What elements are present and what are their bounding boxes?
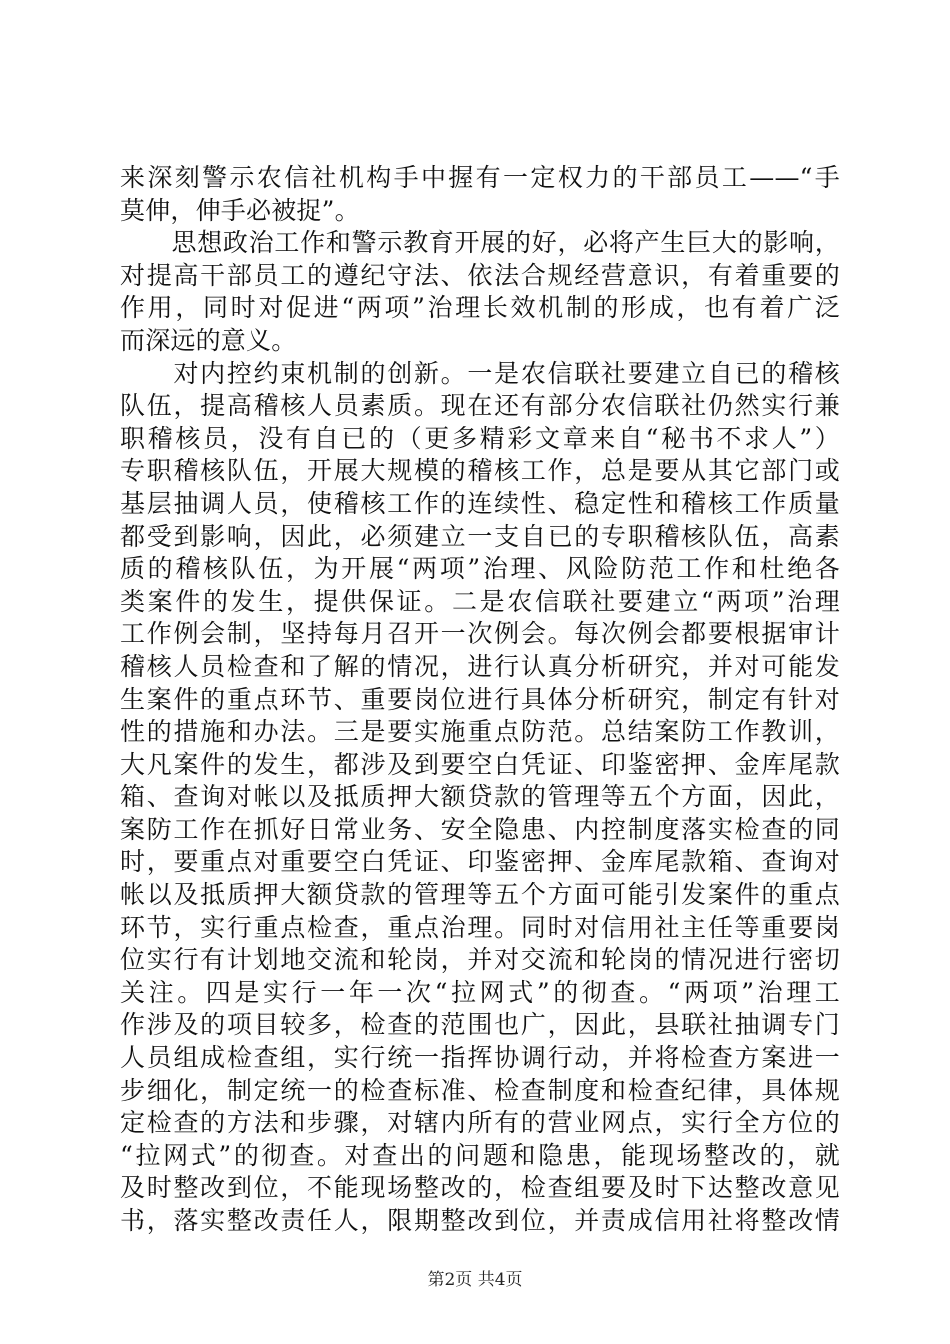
text-line: 位实行有计划地交流和轮岗，并对交流和轮岗的情况进行密切 — [120, 945, 840, 975]
text-line: 作用，同时对促进“两项”治理长效机制的形成，也有着广泛 — [120, 293, 840, 323]
text-line: 定检查的方法和步骤，对辖内所有的营业网点，实行全方位的 — [120, 1108, 840, 1138]
text-line: 人员组成检查组，实行统一指挥协调行动，并将检查方案进一 — [120, 1043, 840, 1073]
text-line: 专职稽核队伍，开展大规模的稽核工作，总是要从其它部门或 — [120, 456, 840, 486]
text-line: 队伍，提高稽核人员素质。现在还有部分农信联社仍然实行兼 — [120, 391, 840, 421]
text-line: 大凡案件的发生，都涉及到要空白凭证、印鉴密押、金库尾款 — [120, 749, 840, 779]
text-line: 思想政治工作和警示教育开展的好，必将产生巨大的影响， — [120, 228, 840, 258]
text-line: 案防工作在抓好日常业务、安全隐患、内控制度落实检查的同 — [120, 814, 840, 844]
text-line: 职稽核员，没有自已的（更多精彩文章来自“秘书不求人”） — [120, 423, 840, 453]
text-line: 性的措施和办法。三是要实施重点防范。总结案防工作教训， — [120, 717, 840, 747]
text-line: 环节，实行重点检查，重点治理。同时对信用社主任等重要岗 — [120, 912, 840, 942]
text-line: “拉网式”的彻查。对查出的问题和隐患，能现场整改的，就 — [120, 1140, 840, 1170]
text-line: 对内控约束机制的创新。一是农信联社要建立自已的稽核 — [120, 358, 840, 388]
text-line: 对提高干部员工的遵纪守法、依法合规经营意识，有着重要的 — [120, 260, 840, 290]
text-line: 工作例会制，坚持每月召开一次例会。每次例会都要根据审计 — [120, 619, 840, 649]
text-line: 生案件的重点环节、重要岗位进行具体分析研究，制定有针对 — [120, 684, 840, 714]
text-line: 时，要重点对重要空白凭证、印鉴密押、金库尾款箱、查询对 — [120, 847, 840, 877]
text-line: 类案件的发生，提供保证。二是农信联社要建立“两项”治理 — [120, 586, 840, 616]
text-line: 箱、查询对帐以及抵质押大额贷款的管理等五个方面，因此， — [120, 782, 840, 812]
text-line: 步细化，制定统一的检查标准、检查制度和检查纪律，具体规 — [120, 1075, 840, 1105]
document-body — [120, 162, 840, 1238]
text-line: 关注。四是实行一年一次“拉网式”的彻查。“两项”治理工 — [120, 977, 840, 1007]
text-line: 及时整改到位，不能现场整改的，检查组要及时下达整改意见 — [120, 1173, 840, 1203]
text-line: 都受到影响，因此，必须建立一支自已的专职稽核队伍，高素 — [120, 521, 840, 551]
text-line: 质的稽核队伍，为开展“两项”治理、风险防范工作和杜绝各 — [120, 554, 840, 584]
text-line: 而深远的意义。 — [120, 325, 297, 355]
text-line: 帐以及抵质押大额贷款的管理等五个方面可能引发案件的重点 — [120, 880, 840, 910]
text-line: 基层抽调人员，使稽核工作的连续性、稳定性和稽核工作质量 — [120, 488, 840, 518]
text-line: 稽核人员检查和了解的情况，进行认真分析研究，并对可能发 — [120, 651, 840, 681]
text-line: 莫伸，伸手必被捉”。 — [120, 195, 360, 225]
text-line: 作涉及的项目较多，检查的范围也广，因此，县联社抽调专门 — [120, 1010, 840, 1040]
page-footer: 第2页 共4页 — [427, 1270, 523, 1290]
text-line: 书，落实整改责任人，限期整改到位，并责成信用社将整改情 — [120, 1206, 840, 1235]
text-line: 来深刻警示农信社机构手中握有一定权力的干部员工——“手 — [120, 163, 840, 192]
